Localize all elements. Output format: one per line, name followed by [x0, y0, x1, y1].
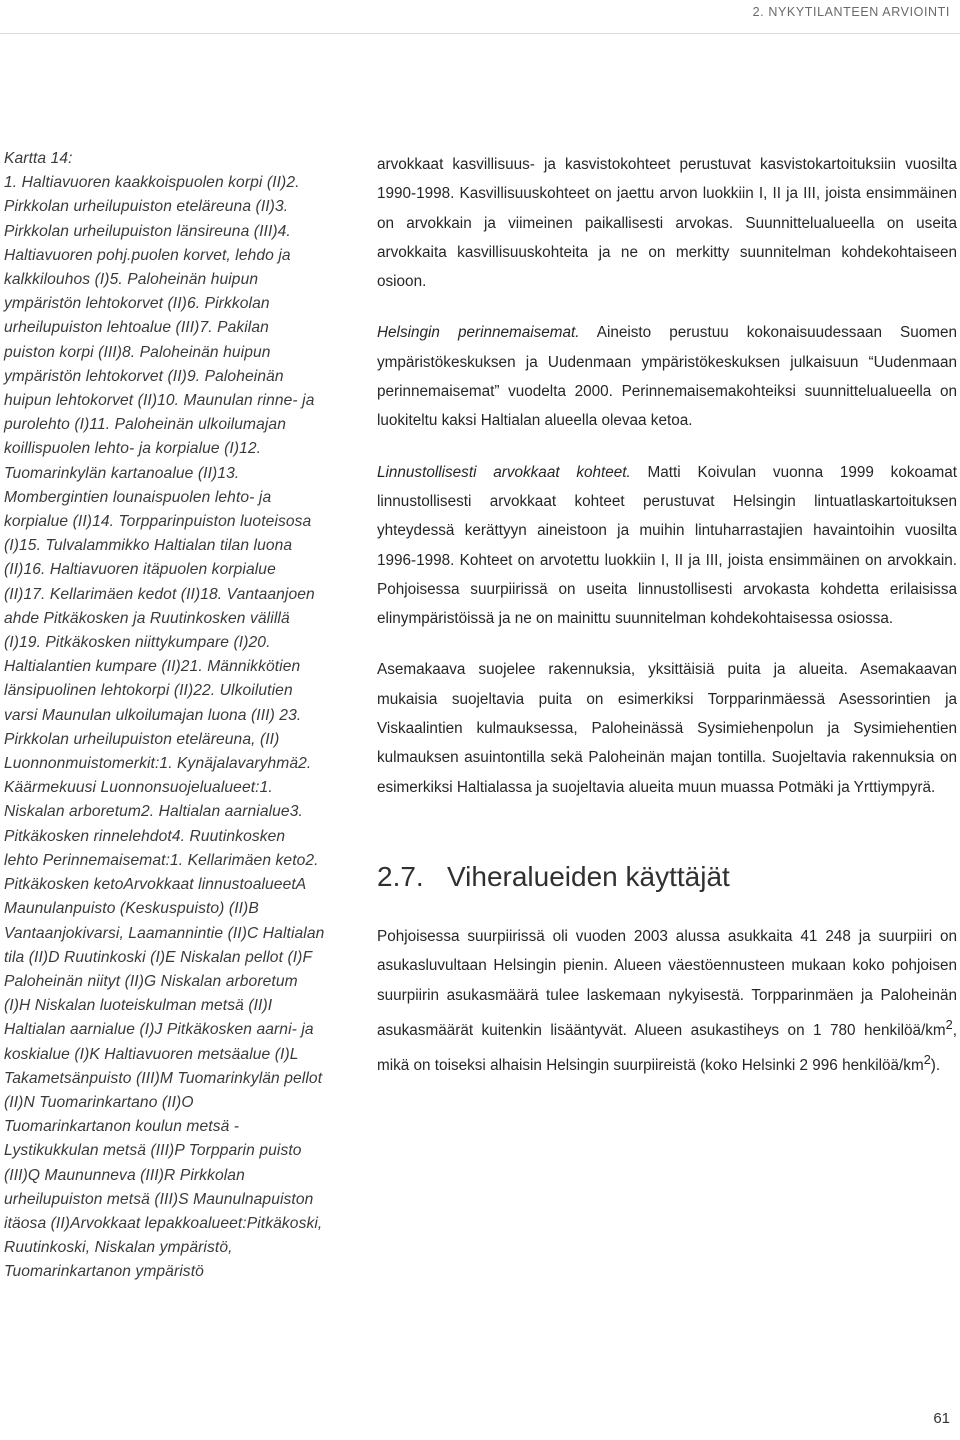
caption-line: Haltialan aarnialue (I)J Pitkäkosken aarni- ja	[4, 1021, 314, 1039]
paragraph-text: Aineisto perustuu kokonaisuudessaan Suomen ympäristökeskuksen ja Uudenmaan ympäristökeskuksen julkaisuun “Uudenmaan perinnemaisemat” vuodelta 2000. Perinnemaisemakohteiksi suunnittelualueella on luokiteltu kaksi Haltialan alueella olevaa ketoa.	[377, 324, 957, 430]
caption-line: Maunulanpuisto (Keskuspuisto) (II)B	[4, 900, 259, 918]
caption-line: purolehto (I)11. Paloheinän ulkoilumajan	[4, 416, 286, 434]
caption-line: (I)15. Tulvalammikko Haltialan tilan luona	[4, 537, 293, 555]
caption-line: Tuomarinkylän kartanoalue (II)13.	[4, 464, 240, 482]
caption-line: (I)19. Pitkäkosken niittykumpare (I)20.	[4, 634, 271, 652]
paragraph-heritage-landscapes	[377, 318, 957, 435]
caption-line: koskialue (I)K Haltiavuoren metsäalue (I)L	[4, 1045, 299, 1063]
paragraph-lead: Helsingin perinnemaisemat.	[377, 324, 580, 342]
caption-line: urheilupuiston lehtoalue (III)7. Pakilan	[4, 319, 269, 337]
paragraph-residents	[377, 922, 957, 1081]
caption-line: Pirkkolan urheilupuiston länsireuna (III)4.	[4, 222, 291, 240]
paragraph-bird-sites	[377, 458, 957, 634]
caption-line: Käärmekuusi Luonnonsuojelualueet:1.	[4, 779, 273, 797]
paragraph-text: ).	[930, 1057, 941, 1075]
caption-line: Ruutinkoski, Niskalan ympäristö,	[4, 1239, 233, 1257]
caption-line: (III)Q Maununneva (III)R Pirkkolan	[4, 1166, 245, 1184]
caption-line: tila (II)D Ruutinkoski (I)E Niskalan pellot (I)F	[4, 948, 313, 966]
caption-line: lehto Perinnemaisemat:1. Kellarimäen keto2.	[4, 851, 319, 869]
caption-line: koillispuolen lehto- ja korpialue (I)12.	[4, 440, 262, 458]
caption-line: kalkkilouhos (I)5. Paloheinän huipun	[4, 271, 259, 289]
section-title: Viheralueiden käyttäjät	[447, 860, 730, 892]
paragraph-vegetation-sites: arvokkaat kasvillisuus- ja kasvistokohteet perustuvat kasvistokartoituksiin vuosilta 1990-1998. Kasvillisuuskohteet on jaettu arvon luokkiin I, II ja III, joista ensimmäinen on arvokkain ja viimeinen paikallisesti arvokas. Suunnittelualueella on useita arvokkaita kasvillisuuskohteita ja ne on merkitty suunnitelman kohdekohtaiseen osioon.	[377, 156, 957, 291]
caption-line: Tuomarinkartanon ympäristö	[4, 1263, 204, 1281]
caption-line: Tuomarinkartanon koulun metsä -	[4, 1118, 240, 1136]
caption-line: huipun lehtokorvet (II)10. Maunulan rinne- ja	[4, 392, 315, 410]
caption-line: Haltialantien kumpare (II)21. Männikkötien	[4, 658, 301, 676]
running-header	[0, 0, 960, 34]
caption-line: Lystikukkulan metsä (III)P Torpparin puisto	[4, 1142, 302, 1160]
caption-line: Pirkkolan urheilupuiston eteläreuna, (II)	[4, 730, 280, 748]
superscript: 2	[945, 1016, 953, 1032]
caption-line: länsipuolinen lehtokorpi (II)22. Ulkoilutien	[4, 682, 293, 700]
caption-line: ahde Pitkäkosken ja Ruutinkosken välillä	[4, 609, 290, 627]
caption-line: Pitkäkosken rinnelehdot4. Ruutinkosken	[4, 827, 286, 845]
caption-line: puiston korpi (III)8. Paloheinän huipun	[4, 343, 271, 361]
caption-line: itäosa (II)Arvokkaat lepakkoalueet:Pitkäkoski,	[4, 1214, 323, 1232]
caption-line: (II)N Tuomarinkartano (II)O	[4, 1093, 194, 1111]
caption-line: ympäristön lehtokorvet (II)9. Paloheinän	[4, 367, 284, 385]
caption-line: (II)16. Haltiavuoren itäpuolen korpialue	[4, 561, 276, 579]
paragraph-text: Pohjoisessa suurpiirissä oli vuoden 2003 alussa asukkaita 41 248 ja suurpiiri on asukasluvultaan Helsingin pienin. Alueen väestöennusteen mukaan koko pohjoisen suurpiirin asukasmäärä tulee laskemaan nykyisestä. Torpparinmäen ja Paloheinän asukasmäärät kuitenkin lisääntyvät. Alueen asukastiheys on 1 780 henkilöä/km	[377, 927, 957, 1039]
superscript: 2	[923, 1052, 931, 1068]
caption-line: (I)H Niskalan luoteiskulman metsä (II)I	[4, 997, 273, 1015]
caption-line: Pirkkolan urheilupuiston eteläreuna (II)3.	[4, 198, 289, 216]
caption-line: Kartta 14:	[4, 150, 73, 167]
caption-line: ympäristön lehtokorvet (II)6. Pirkkolan	[4, 295, 270, 313]
main-text-column	[377, 150, 957, 1081]
caption-line: Pitkäkosken ketoArvokkaat linnustoalueetA	[4, 876, 307, 894]
running-title: 2. NYKYTILANTEEN ARVIOINTI	[752, 5, 950, 19]
caption-line: Haltiavuoren pohj.puolen korvet, lehdo ja	[4, 246, 291, 264]
caption-line: urheilupuiston metsä (III)S Maunulnapuiston	[4, 1190, 314, 1208]
section-number: 2.7.	[377, 860, 424, 892]
caption-line: Takametsänpuisto (III)M Tuomarinkylän pellot	[4, 1069, 323, 1087]
paragraph-lead: Linnustollisesti arvokkaat kohteet.	[377, 463, 631, 481]
paragraph-text: , mikä on toiseksi alhaisin Helsingin suurpiireistä (koko Helsinki 2 996 henkilöä/km	[377, 1021, 957, 1075]
section-heading	[377, 860, 957, 894]
paragraph-zoning-protection: Asemakaava suojelee rakennuksia, yksittäisiä puita ja alueita. Asemakaavan mukaisia suojeltavia puita on esimerkiksi Torpparinmäessä Asessorintien ja Viskaalintien kulmauksessa, Paloheinässä Sysimiehenpolun ja Sysimiehentien kulmauksen asuintontilla sekä Paloheinän majan tontilla. Suojeltavia rakennuksia on esimerkiksi Haltialassa ja suojeltavia alueita muun muassa Potmäki ja Yrttiympyrä.	[377, 661, 957, 796]
caption-line: Vantaanjokivarsi, Laamannintie (II)C Haltialan	[4, 924, 325, 942]
header-rule	[0, 33, 960, 34]
caption-line: Niskalan arboretum2. Haltialan aarnialue3.	[4, 803, 303, 821]
caption-line: Luonnonmuistomerkit:1. Kynäjalavaryhmä2.	[4, 755, 312, 773]
map-caption	[4, 147, 359, 1285]
paragraph-text: Matti Koivulan vuonna 1999 kokoamat linnustollisesti arvokkaat kohteet perustuvat Helsingin lintuatlaskartoituksen yhteydessä kerättyyn aineistoon ja muihin lintuharrastajien havaintoihin vuosilta 1996-1998. Kohteet on arvotettu luokkiin I, II ja III, joista ensimmäinen on arvokkain. Pohjoisessa suurpiirissä on useita linnustollisesti arvokasta kohdetta erilaisissa elinympäristöissä ja ne on mainittu suunnitelman kohdekohtaisessa osiossa.	[377, 463, 957, 628]
caption-line: 1. Haltiavuoren kaakkoispuolen korpi (II)2.	[4, 174, 300, 192]
caption-line: (II)17. Kellarimäen kedot (II)18. Vantaanjoen	[4, 585, 315, 603]
page-number: 61	[933, 1410, 950, 1427]
caption-line: varsi Maunulan ulkoilumajan luona (III) 23.	[4, 706, 302, 724]
caption-line: Paloheinän niityt (II)G Niskalan arboretum	[4, 972, 298, 990]
caption-line: Mombergintien lounaispuolen lehto- ja	[4, 488, 272, 506]
caption-line: korpialue (II)14. Torpparinpuiston luoteisosa	[4, 513, 312, 531]
